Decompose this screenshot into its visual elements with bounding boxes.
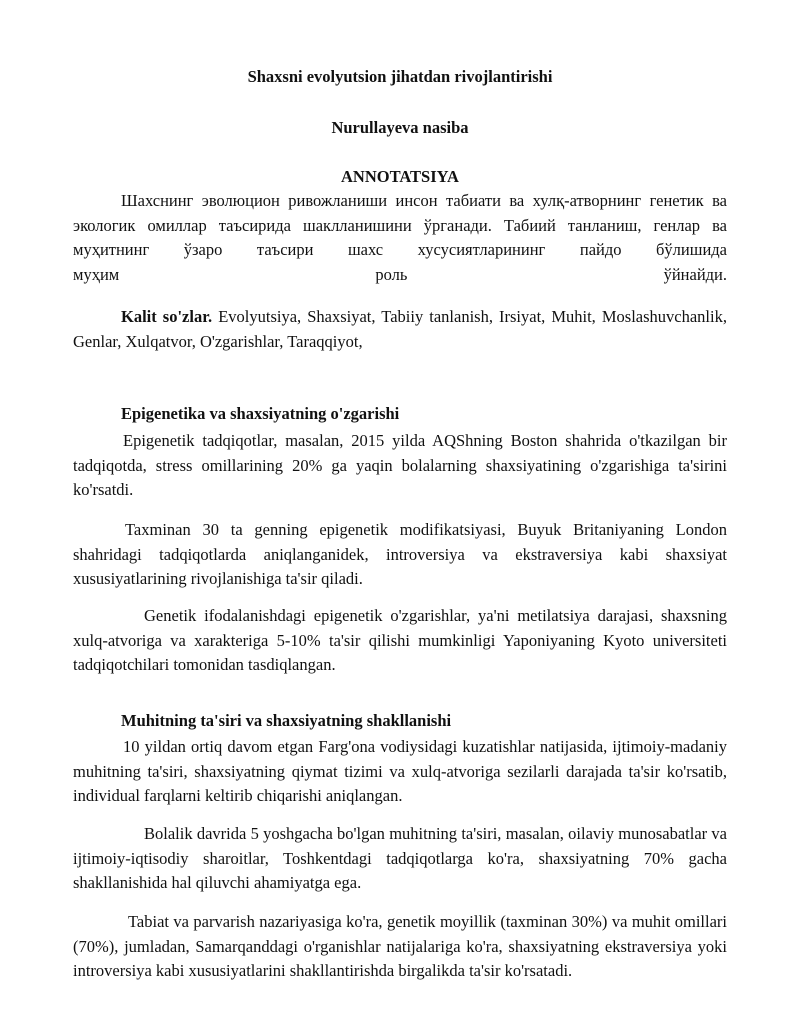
paragraph: Genetik ifodalanishdagi epigenetik o'zgarishlar, ya'ni metilatsiya darajasi, shaxsning xulq-atvoriga va xarakteriga 5-10% ta'sir qilishi mumkinligi Yaponiyaning Kyoto universiteti tadqiqotchilari tomonidan tasdiqlangan. xyxy=(73,606,727,674)
keywords xyxy=(73,305,727,354)
paragraph: Bolalik davrida 5 yoshgacha bo'lgan muhitning ta'siri, masalan, oilaviy munosabatlar va ijtimoiy-iqtisodiy sharoitlar, Toshkentdagi tadqiqotlarga ko'ra, shaxsiyatning 70% gacha shakllanishida hal qiluvchi ahamiyatga ega. xyxy=(73,824,727,892)
annotation-text xyxy=(73,189,727,287)
author-name: Nurullayeva nasiba xyxy=(331,118,469,137)
annotation-paragraph-1: Шахснинг эволюцион ривожланиши инсон табиати ва хулқ-атворнинг генетик ва экологик омиллар таъсирида шаклланишини ўрганади. Табиий танланиш, генлар ва муҳитнинг ўзаро таъсири шахс хусусиятларининг пайдо бўлишида xyxy=(73,191,727,259)
paragraph: Epigenetik tadqiqotlar, masalan, 2015 yilda AQShning Boston shahrida o'tkazilgan bir tadqiqotda, stress omillarining 20% ga yaqin bolalarning shaxsiyatining o'zgarishiga ta'sirini ko'rsatdi. xyxy=(73,431,727,499)
paragraph: Tabiat va parvarish nazariyasiga ko'ra, genetik moyillik (taxminan 30%) va muhit omillari (70%), jumladan, Samarqanddagi o'rganishlar natijalariga ko'ra, shaxsiyatning ekstraversiya yoki introversiya kabi xususiyatlarini shakllantirishda birgalikda ta'sir ko'rsatadi. xyxy=(73,912,727,980)
section-epigenetics-p2 xyxy=(73,518,727,592)
document-title: Shaxsni evolyutsion jihatdan rivojlantirishi xyxy=(247,67,553,86)
paragraph: 10 yildan ortiq davom etgan Farg'ona vodiysidagi kuzatishlar natijasida, ijtimoiy-madaniy muhitning ta'siri, shaxsiyatning qiymat tizimi va xulq-atvoriga sezilarli darajada ta'sir ko'rsatib, individual farqlarni keltirib chiqarishi aniqlangan. xyxy=(73,737,727,805)
section-environment-p2 xyxy=(73,822,727,896)
keywords-text: Evolyutsiya, Shaxsiyat, Tabiiy tanlanish, Irsiyat, Muhit, Moslashuvchanlik, Genlar, Xulqatvor, O'zgarishlar, Taraqqiyot, xyxy=(73,307,727,351)
section-environment-p1 xyxy=(73,735,727,809)
section-environment-p3 xyxy=(73,910,727,984)
section-epigenetics-p3 xyxy=(73,604,727,678)
paragraph: Taxminan 30 ta genning epigenetik modifikatsiyasi, Buyuk Britaniyaning London shahridagi tadqiqotlarda aniqlanganidek, introversiya va ekstraversiya kabi shaxsiyat xususiyatlarining rivojlanishiga ta'sir qiladi. xyxy=(73,520,727,588)
section-heading-environment: Muhitning ta'siri va shaxsiyatning shakllanishi xyxy=(121,711,452,730)
annotation-paragraph-2: муҳим роль ўйнайди. xyxy=(73,264,727,284)
section-heading-epigenetics: Epigenetika va shaxsiyatning o'zgarishi xyxy=(121,404,400,423)
keywords-label: Kalit so'zlar. xyxy=(121,307,213,326)
section-epigenetics-p1 xyxy=(73,429,727,503)
annotation-heading: ANNOTATSIYA xyxy=(341,167,459,186)
